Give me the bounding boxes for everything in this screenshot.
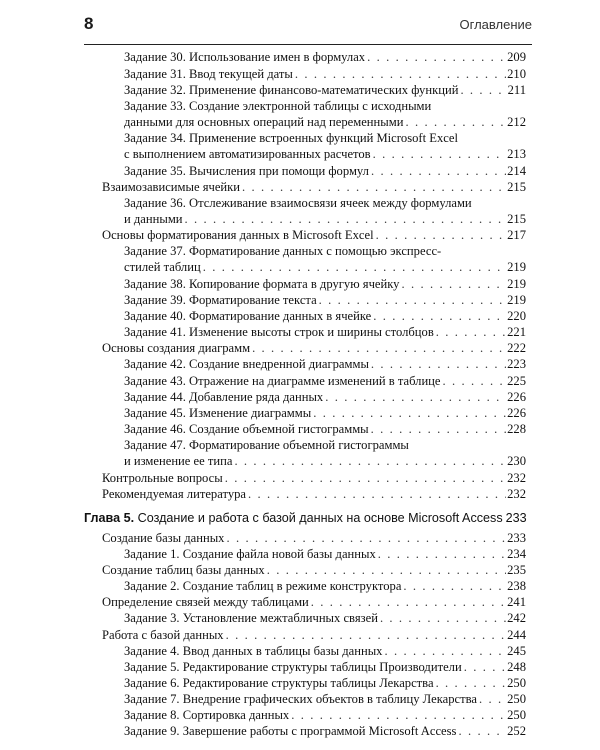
- toc-section: Определение связей между таблицами . . . 241: [102, 594, 526, 610]
- toc-entry: с выполнением автоматизированных расчетов . . . 213: [124, 146, 526, 162]
- toc-entry: Задание 43. Отражение на диаграмме изменений в таблице . . . 225: [124, 373, 526, 389]
- toc-entry: Задание 5. Редактирование структуры таблицы Производители . . . 248: [124, 659, 526, 675]
- toc-entry: и изменение ее типа . . . 230: [124, 453, 526, 469]
- toc-chapter: Глава 5. Создание и работа с базой данных на основе Microsoft Access 233: [84, 511, 527, 525]
- toc-section: Основы форматирования данных в Microsoft Excel . . . 217: [102, 227, 526, 243]
- toc-entry: Задание 9. Завершение работы с программой Microsoft Access . . . 252: [124, 723, 526, 739]
- toc-entry: Задание 31. Ввод текущей даты . . . 210: [124, 66, 526, 82]
- toc-entry: Задание 42. Создание внедренной диаграммы . . . 223: [124, 356, 526, 372]
- toc-entry: Задание 44. Добавление ряда данных . . . 226: [124, 389, 526, 405]
- toc-entry: Задание 40. Форматирование данных в ячейке . . . 220: [124, 308, 526, 324]
- toc-section: Контрольные вопросы . . . 232: [102, 470, 526, 486]
- toc-entry: Задание 3. Установление межтабличных связей . . . 242: [124, 610, 526, 626]
- toc-entry: данными для основных операций над переменными . . . 212: [124, 114, 526, 130]
- toc-entry-line1: Задание 47. Форматирование объемной гистограммы: [124, 438, 409, 452]
- toc-entry: стилей таблиц . . . 219: [124, 259, 526, 275]
- toc-entry: Задание 38. Копирование формата в другую ячейку . . . 219: [124, 276, 526, 292]
- toc-section: Создание базы данных . . . 233: [102, 530, 526, 546]
- toc-entry: Задание 46. Создание объемной гистограммы . . . 228: [124, 421, 526, 437]
- toc-entry: Задание 4. Ввод данных в таблицы базы данных . . . 245: [124, 643, 526, 659]
- toc-entry: Задание 45. Изменение диаграммы . . . 226: [124, 405, 526, 421]
- toc-entry-line1: Задание 33. Создание электронной таблицы с исходными: [124, 99, 432, 113]
- toc-entry-line1: Задание 34. Применение встроенных функций Microsoft Excel: [124, 131, 458, 145]
- running-title: Оглавление: [459, 17, 532, 32]
- toc-entry: Задание 6. Редактирование структуры таблицы Лекарства . . . 250: [124, 675, 526, 691]
- toc-entry: Задание 35. Вычисления при помощи формул . . . 214: [124, 163, 526, 179]
- toc-entry: Задание 2. Создание таблиц в режиме конструктора . . . 238: [124, 578, 526, 594]
- toc-entry-line1: Задание 37. Форматирование данных с помощью экспресс-: [124, 244, 442, 258]
- toc-entry: Задание 1. Создание файла новой базы данных . . . 234: [124, 546, 526, 562]
- toc-section: Основы создания диаграмм . . . 222: [102, 340, 526, 356]
- toc-section: Взаимозависимые ячейки . . . 215: [102, 179, 526, 195]
- toc-entry: Задание 39. Форматирование текста . . . 219: [124, 292, 526, 308]
- toc-section: Создание таблиц базы данных . . . 235: [102, 562, 526, 578]
- toc-entry: Задание 41. Изменение высоты строк и ширины столбцов . . . 221: [124, 324, 526, 340]
- toc-entry: Задание 30. Использование имен в формулах . . . 209: [124, 49, 526, 65]
- toc-entry: Задание 32. Применение финансово-математических функций . . . 211: [124, 82, 526, 98]
- toc-entry-line1: Задание 36. Отслеживание взаимосвязи ячеек между формулами: [124, 196, 472, 210]
- toc-section: Работа с базой данных . . . 244: [102, 627, 526, 643]
- toc-entry: Задание 8. Сортировка данных . . . 250: [124, 707, 526, 723]
- page-header: [84, 14, 532, 45]
- toc-entry: Задание 7. Внедрение графических объектов в таблицу Лекарства . . . 250: [124, 691, 526, 707]
- toc-entry: и данными . . . 215: [124, 211, 526, 227]
- page-number: 8: [84, 14, 94, 33]
- toc-section: Рекомендуемая литература . . . 232: [102, 486, 526, 502]
